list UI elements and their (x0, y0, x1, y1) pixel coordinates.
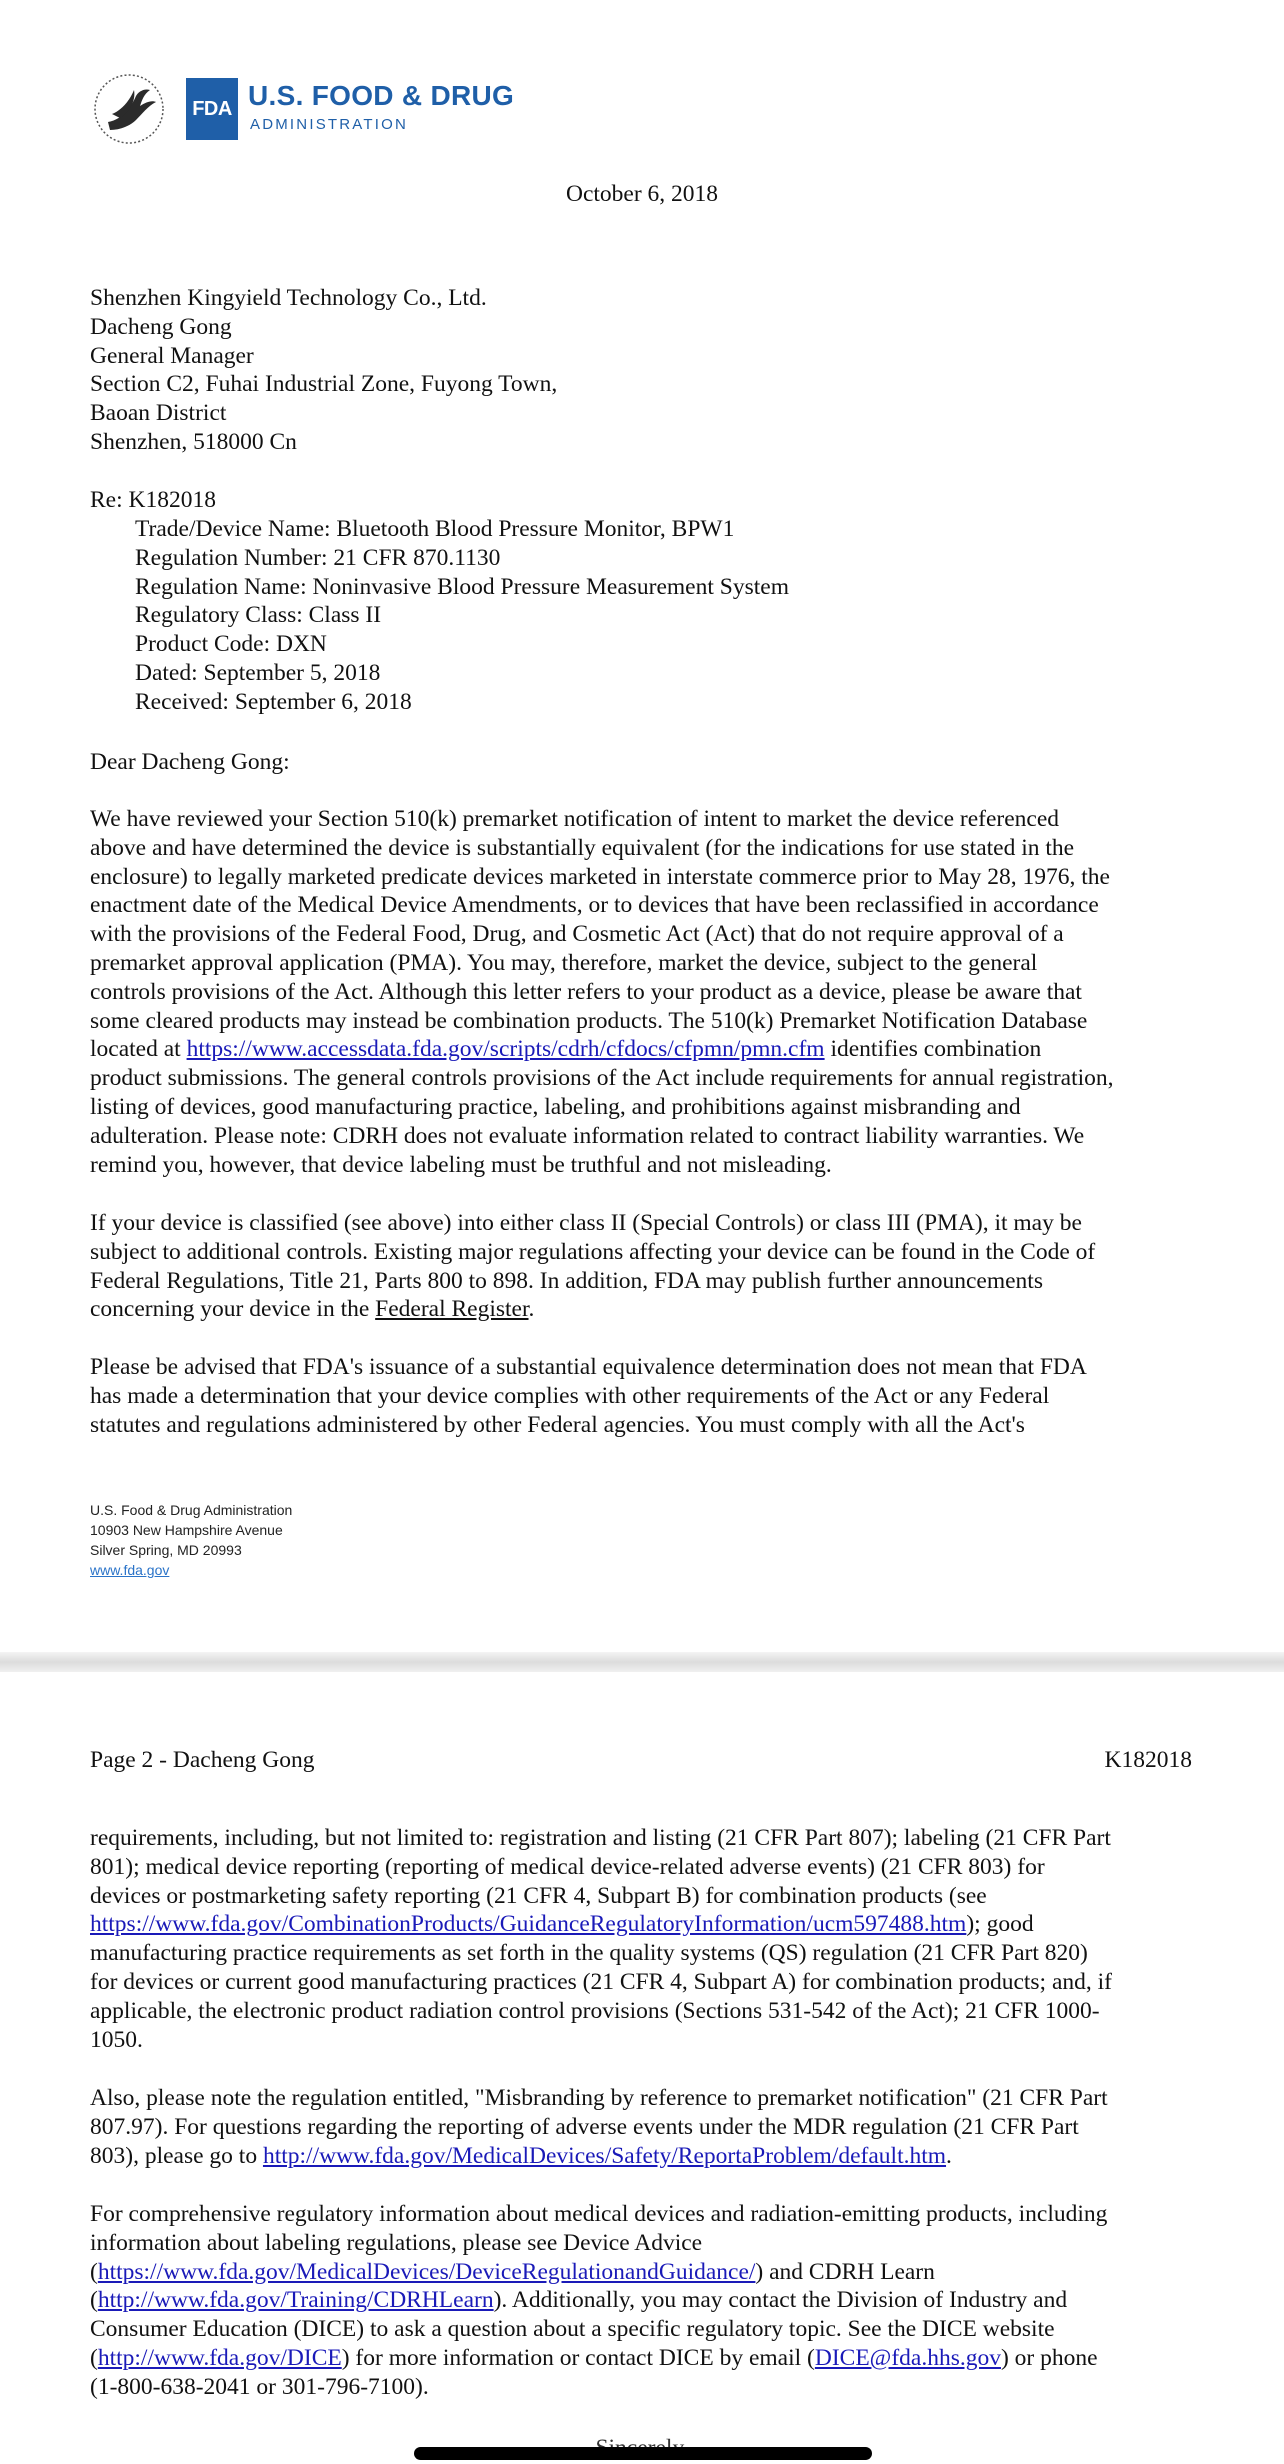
text-line: premarket approval application (PMA). You may, therefore, market the device, subject to the general (90, 949, 1038, 976)
text-line: 1050. (90, 2026, 143, 2053)
salutation: Dear Dacheng Gong: (90, 749, 290, 775)
text-line: enactment date of the Medical Device Amendments, or to devices that have been reclassified in accordance (90, 892, 1099, 919)
text-line: subject to additional controls. Existing major regulations affecting your device can be found in the Code of (90, 1238, 1096, 1265)
page-2-reference: K182018 (1104, 1747, 1192, 1773)
text-line: (1-800-638-2041 or 301-796-7100). (90, 2373, 429, 2400)
text-span: . (946, 2142, 952, 2169)
text-line (90, 1910, 1200, 1939)
re-detail-line: Regulation Number: 21 CFR 870.1130 (135, 544, 501, 571)
fda-website-link[interactable]: www.fda.gov (90, 1562, 170, 1578)
text-line: If your device is classified (see above) into either class II (Special Controls) or class III (PMA), it may be (90, 1210, 1082, 1236)
text-line: above and have determined the device is substantially equivalent (for the indications for use stated in the (90, 834, 1075, 861)
pmn-database-link[interactable]: https://www.accessdata.fda.gov/scripts/cdrh/cfdocs/cfpmn/pmn.cfm (186, 1036, 825, 1063)
text-line: adulteration. Please note: CDRH does not evaluate information related to contract liability warranties. We (90, 1122, 1085, 1149)
paragraph-requirements (90, 1824, 1200, 2054)
federal-register-text: Federal Register (375, 1296, 529, 1323)
text-line (90, 2344, 1200, 2373)
text-span: ( (90, 2258, 98, 2285)
combination-products-link[interactable]: https://www.fda.gov/CombinationProducts/GuidanceRegulatoryInformation/ucm597488.htm (90, 1911, 967, 1938)
hhs-seal-icon (90, 70, 172, 148)
home-indicator-bar[interactable] (414, 2447, 872, 2460)
cdrh-learn-link[interactable]: http://www.fda.gov/Training/CDRHLearn (97, 2287, 494, 2314)
text-line: Also, please note the regulation entitled, "Misbranding by reference to premarket notification" (21 CFR Part (90, 2085, 1108, 2111)
paragraph-misbranding (90, 2084, 1200, 2170)
text-line: 801); medical device reporting (reporting of medical device-related adverse events) (21 CFR 803) for (90, 1853, 1045, 1880)
address-line: Shenzhen Kingyield Technology Co., Ltd. (90, 285, 487, 311)
recipient-address (90, 284, 557, 457)
text-line: some cleared products may instead be combination products. The 510(k) Premarket Notification Database (90, 1007, 1088, 1034)
letter-footer (90, 1500, 292, 1580)
re-detail-line: Dated: September 5, 2018 (135, 659, 381, 686)
text-line (90, 2258, 1200, 2287)
address-line: Dacheng Gong (90, 313, 232, 340)
text-span: ( (90, 2344, 98, 2371)
address-line: General Manager (90, 342, 254, 369)
fda-abbrev: FDA (186, 78, 238, 140)
text-line: remind you, however, that device labeling must be truthful and not misleading. (90, 1151, 832, 1178)
text-line: For comprehensive regulatory information about medical devices and radiation-emitting products, including (90, 2201, 1108, 2227)
text-line: Federal Regulations, Title 21, Parts 800 to 898. In addition, FDA may publish further announcements (90, 1267, 1043, 1294)
text-line: controls provisions of the Act. Although this letter refers to your product as a device, please be aware that (90, 978, 1082, 1005)
address-line: Baoan District (90, 400, 227, 427)
re-detail-line: Regulation Name: Noninvasive Blood Pressure Measurement System (135, 573, 789, 600)
letter-date: October 6, 2018 (565, 181, 719, 207)
text-span: ); good (966, 1911, 1034, 1938)
text-line: listing of devices, good manufacturing practice, labeling, and prohibitions against misbranding and (90, 1093, 1021, 1120)
text-line: requirements, including, but not limited to: registration and listing (21 CFR Part 807); labeling (21 CFR Part (90, 1825, 1111, 1851)
paragraph-resources (90, 2200, 1200, 2402)
text-line: information about labeling regulations, please see Device Advice (90, 2229, 703, 2256)
re-detail-line: Trade/Device Name: Bluetooth Blood Pressure Monitor, BPW1 (135, 516, 735, 542)
page-separator (0, 1652, 1284, 1672)
footer-line: Silver Spring, MD 20993 (90, 1542, 242, 1558)
letter-page-2 (0, 1672, 1284, 2464)
address-line: Shenzhen, 518000 Cn (90, 428, 297, 455)
dice-website-link[interactable]: http://www.fda.gov/DICE (97, 2344, 342, 2371)
text-line: devices or postmarketing safety reporting (21 CFR 4, Subpart B) for combination products (see (90, 1882, 987, 1909)
address-line: Section C2, Fuhai Industrial Zone, Fuyong Town, (90, 371, 558, 398)
device-advice-link[interactable]: https://www.fda.gov/MedicalDevices/DeviceRegulationandGuidance/ (97, 2258, 756, 2285)
text-span: identifies combination (824, 1036, 1042, 1063)
text-span: ( (90, 2287, 98, 2314)
dice-email-link[interactable]: DICE@fda.hhs.gov (814, 2344, 1001, 2371)
text-line (90, 1035, 1200, 1064)
fda-logo (90, 70, 515, 148)
agency-subtitle: ADMINISTRATION (250, 116, 409, 133)
text-line: for devices or current good manufacturing practices (21 CFR 4, Subpart A) for combination products; and, if (90, 1968, 1112, 1995)
text-line: statutes and regulations administered by other Federal agencies. You must comply with all the Act's (90, 1411, 1025, 1438)
text-line: applicable, the electronic product radiation control provisions (Sections 531-542 of the Act); 21 CFR 1000- (90, 1997, 1100, 2024)
re-details (135, 515, 789, 717)
footer-line: 10903 New Hampshire Avenue (90, 1522, 283, 1538)
agency-name: U.S. FOOD & DRUG (248, 80, 515, 111)
text-line (90, 1295, 1200, 1324)
text-span: concerning your device in the (90, 1296, 376, 1323)
text-line: Please be advised that FDA's issuance of a substantial equivalence determination does not mean that FDA (90, 1354, 1087, 1380)
paragraph-classification (90, 1209, 1200, 1324)
report-a-problem-link[interactable]: http://www.fda.gov/MedicalDevices/Safety/ReportaProblem/default.htm (262, 2142, 947, 2169)
text-span: ) for more information or contact DICE by email ( (341, 2344, 815, 2371)
text-line: 807.97). For questions regarding the reporting of adverse events under the MDR regulation (21 CFR Part (90, 2113, 1079, 2140)
text-line (90, 2142, 1200, 2171)
text-line: with the provisions of the Federal Food, Drug, and Cosmetic Act (Act) that do not require approval of a (90, 921, 1064, 948)
re-detail-line: Received: September 6, 2018 (135, 688, 412, 715)
text-line: enclosure) to legally marketed predicate devices marketed in interstate commerce prior to May 28, 1976, the (90, 863, 1110, 890)
text-span: ) or phone (1000, 2344, 1098, 2371)
text-line: Consumer Education (DICE) to ask a question about a specific regulatory topic. See the DICE website (90, 2316, 1055, 2343)
text-line: manufacturing practice requirements as set forth in the quality systems (QS) regulation (21 CFR Part 820) (90, 1940, 1088, 1967)
text-line: We have reviewed your Section 510(k) premarket notification of intent to market the device referenced (90, 806, 1060, 832)
text-span: ) and CDRH Learn (755, 2258, 935, 2285)
re-detail-line: Product Code: DXN (135, 631, 327, 658)
text-span: located at (90, 1036, 187, 1063)
text-line (90, 2286, 1200, 2315)
text-span: ). Additionally, you may contact the Division of Industry and (493, 2287, 1068, 2314)
text-line: has made a determination that your device complies with other requirements of the Act or any Federal (90, 1382, 1050, 1409)
text-span: 803), please go to (90, 2142, 263, 2169)
paragraph-510k-review (90, 805, 1200, 1179)
re-detail-line: Regulatory Class: Class II (135, 602, 382, 629)
footer-line: U.S. Food & Drug Administration (90, 1502, 293, 1518)
paragraph-advisory (90, 1353, 1200, 1439)
page-2-header: Page 2 - Dacheng Gong (90, 1747, 315, 1773)
text-span: . (528, 1296, 535, 1323)
text-line: product submissions. The general controls provisions of the Act include requirements for annual registration, (90, 1065, 1114, 1092)
re-line: Re: K182018 (90, 487, 216, 513)
